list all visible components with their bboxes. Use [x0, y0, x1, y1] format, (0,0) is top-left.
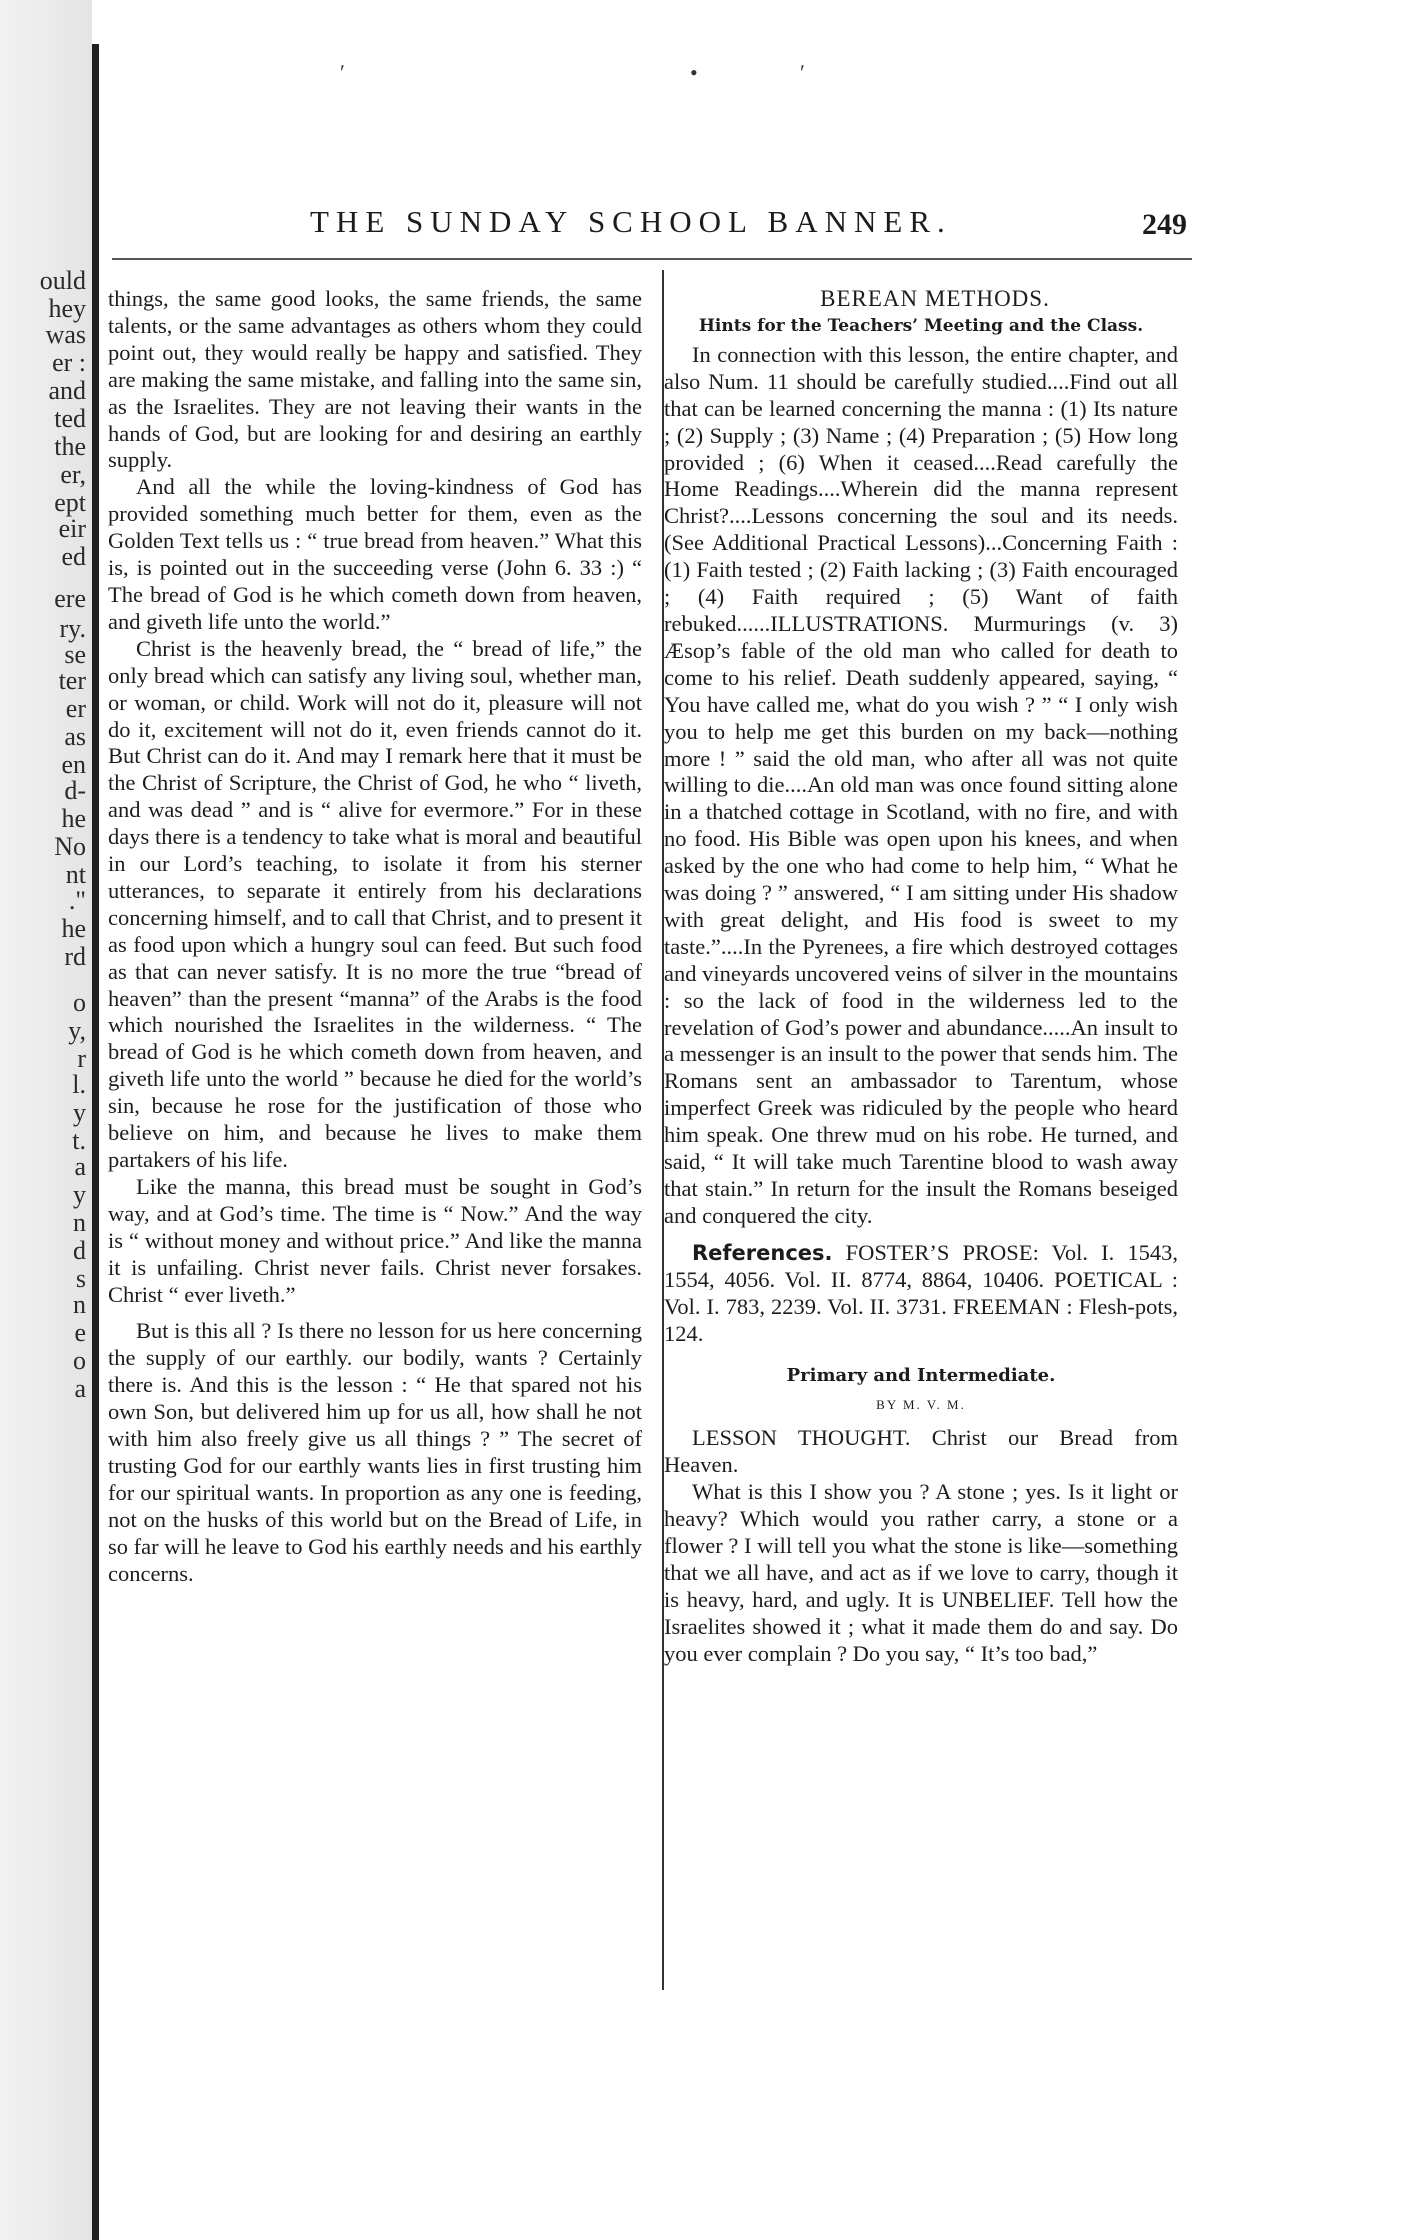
byline: BY M. V. M.	[876, 1397, 966, 1413]
gutter-fragment: ept	[54, 488, 86, 517]
illustrations-text: Murmurings (v. 3) Æsop’s fable of the old man who called for death to come to his relief. Death suddenly appeared, saying, “ You have called me, what do you wish ? ” “ I only wish you to help me get this burden on my back—nothing more ! ” said the old man, who after all was not quite willing to die....An old man was once found sitting alone in a thatched cottage in Scotland, with no fire, and with no food. His Bible was open upon his knees, and when asked by the one who had come to help him, “ What he was doing ? ” answered, “ I am sitting under His shadow with great delight, and His food is sweet to my taste.”....In the Pyrenees, a fire which destroyed cottages and vineyards uncovered veins of silver in the mountains : so the lack of food in the wilderness led to the revelation of God’s power and abundance.....An insult to a messenger is an insult to the power that sends him. The Romans sent an ambassador to Tarentum, whose imperfect Greek was ridiculed by the people who heard him speak. One threw mud on his robe. He turned, and said, “ It will take much Tarentine blood to wash away that stain.” In return for the insult the Romans beseiged and conquered the city.	[664, 610, 1178, 1228]
lesson-thought-text: Christ our Bread from Heaven.	[664, 1425, 1178, 1478]
adjacent-page-gutter	[0, 0, 92, 2240]
primary-text: Tell how the Israelites showed it ; what it made them do and say. Do you ever complain ? Do you say, “ It’s too bad,”	[664, 1586, 1179, 1666]
header-rule	[112, 258, 1192, 260]
paragraph: And all the while the loving-kindness of God has provided something much better for them, even as the Golden Text tells us : “ true bread from heaven.” What this is, is pointed out in the succeeding verse (John 6. 33 :) “ The bread of God is he which cometh down from heaven, and giveth life unto the world.”	[108, 474, 642, 634]
right-column	[664, 286, 1178, 1667]
gutter-fragment: No	[54, 832, 86, 861]
gutter-fragment: ."	[68, 886, 86, 915]
gutter-fragment: o	[73, 1346, 86, 1375]
gutter-fragment: he	[61, 914, 86, 943]
unbelief-word: UNBELIEF.	[941, 1586, 1055, 1612]
gutter-fragment: n	[73, 1290, 86, 1319]
gutter-fragment: ere	[54, 584, 86, 613]
lesson-thought-label: LESSON THOUGHT.	[692, 1425, 911, 1451]
illustrations-label: ILLUSTRATIONS.	[770, 610, 949, 636]
gutter-fragment: ter	[58, 666, 86, 695]
primary-heading: Primary and Intermediate.	[786, 1365, 1056, 1387]
gutter-fragment: the	[54, 432, 86, 461]
section-subheading: Hints for the Teachers’ Meeting and the Class.	[698, 315, 1144, 336]
gutter-fragment: r	[77, 1044, 86, 1073]
left-column	[108, 286, 642, 1588]
gutter-fragment: a	[74, 1374, 86, 1403]
gutter-fragment: ed	[61, 542, 86, 571]
page-number: 249	[1142, 208, 1187, 241]
paragraph	[664, 1479, 1178, 1667]
gutter-fragment: and	[48, 376, 86, 405]
gutter-fragment: eir	[58, 514, 86, 543]
gutter-fragment: d	[73, 1236, 86, 1265]
page-binding-edge	[92, 44, 99, 2240]
ink-speck: ʹ	[340, 60, 345, 85]
gutter-fragment: nt	[65, 860, 86, 889]
gutter-fragment: ould	[39, 266, 86, 295]
paragraph: But is this all ? Is there no lesson for us here concerning the supply of our earthly. our bodily, wants ? Certainly there is. And this is the lesson : “ He that spared not his own Son, but delivered him up for us all, how shall he not with him also freely give us all things ? ” The secret of trusting God for our earthly wants lies in first trusting him for our spiritual wants. In proportion as any one is feeding, not on the husks of this world but on the Bread of Life, in so far will he leave to God his earthly needs and his earthly concerns.	[108, 1318, 642, 1586]
paragraph: Christ is the heavenly bread, the “ bread of life,” the only bread which can satisfy any living soul, whether man, or woman, or child. Work will not do it, pleasure will not do it, excitement will not do it, even friends cannot do it. But Christ can do it. And may I remark here that it must be the Christ of Scripture, the Christ of God, he who “ liveth, and was dead ” and is “ alive for evermore.” For in these days there is a tendency to take what is moral and beautiful in our Lord’s teaching, to isolate it from his sterner utterances, to separate it entirely from his declarations concerning himself, and to call that Christ, and to present it as food upon which a hungry soul can feed. But such food as that can never satisfy. It is no more the true “bread of heaven” than the present “manna” of the Arabs is the food which nourished the Israelites in the wilderness. “ The bread of God is he which cometh down from heaven, and giveth life unto the world ” because he died for the world’s sin, because he rose for the justification of those who believe on him, and because he lives to make them partakers of his life.	[108, 635, 642, 1172]
section-title: BEREAN METHODS.	[820, 286, 1050, 311]
ink-speck: •	[690, 60, 698, 85]
gutter-fragment: s	[75, 1264, 86, 1293]
primary-text: What is this I show you ? A stone ; yes. Is it light or heavy? Which would you rather carry, a stone or a flower ? I will tell you what the stone is like—something that we all have, and act as if we love to carry, though it is heavy, hard, and ugly. It is	[664, 1479, 1178, 1612]
methods-text: In connection with this lesson, the entire chapter, and also Num. 11 should be carefully studied....Find out all that can be learned concerning the manna : (1) Its nature ; (2) Supply ; (3) Name ; (4) Preparation ; (5) How long provided ; (6) When it ceased....Read carefully the Home Readings....Wherein did the manna represent Christ?....Lessons concerning the soul and its needs. (See Additional Practical Lessons)...Concerning Faith : (1) Faith tested ; (2) Faith lacking ; (3) Faith encouraged ; (4) Faith required ; (5) Want of faith rebuked......	[664, 341, 1178, 636]
gutter-fragment: er	[65, 694, 86, 723]
gutter-fragment: e	[74, 1318, 86, 1347]
lesson-thought	[664, 1425, 1178, 1479]
gutter-fragment: en	[61, 750, 86, 779]
gutter-fragment: ted	[54, 404, 86, 433]
running-header: THE SUNDAY SCHOOL BANNER.	[310, 204, 952, 239]
references-text: FOSTER’S PROSE: Vol. I. 1543, 1554, 4056. Vol. II. 8774, 8864, 10406. POETICAL : Vol. I. 783, 2239. Vol. II. 3731. FREEMAN : Flesh-pots, 124.	[664, 1239, 1178, 1346]
paragraph: things, the same good looks, the same friends, the same talents, or the same advantages as others whom they could point out, they would really be happy and satisfied. They are making the same mistake, and falling into the same sin, as the Israelites. They are not leaving their wants in the hands of God, but are looking for and desiring an earthly supply.	[108, 286, 642, 473]
gutter-fragment: er,	[60, 460, 86, 489]
gutter-fragment: as	[64, 722, 86, 751]
references-label: References.	[692, 1240, 833, 1265]
gutter-fragment: y,	[68, 1016, 86, 1045]
paragraph: Like the manna, this bread must be sought in God’s way, and at God’s time. The time is “ Now.” And the way is “ without money and without price.” And like the manna it is unfailing. Christ never fails. Christ never forsakes. Christ “ ever liveth.”	[108, 1173, 642, 1307]
gutter-fragment: ry.	[59, 614, 86, 643]
gutter-fragment: rd	[64, 942, 86, 971]
gutter-fragment: n	[73, 1208, 86, 1237]
gutter-fragment: was	[45, 320, 86, 349]
references-paragraph	[664, 1240, 1178, 1348]
gutter-fragment: t.	[72, 1126, 86, 1155]
gutter-fragment: a	[74, 1152, 86, 1181]
paragraph	[664, 342, 1178, 1230]
gutter-fragment: se	[64, 640, 86, 669]
gutter-fragment: l.	[72, 1070, 86, 1099]
gutter-fragment: he	[61, 804, 86, 833]
gutter-fragment: y	[73, 1098, 86, 1127]
gutter-fragment: o	[73, 988, 86, 1017]
gutter-fragment: d-	[64, 776, 86, 805]
gutter-fragment: er :	[52, 348, 86, 377]
ink-speck: ʹ	[800, 60, 805, 85]
gutter-fragment: y	[73, 1180, 86, 1209]
gutter-fragment: hey	[48, 294, 86, 323]
